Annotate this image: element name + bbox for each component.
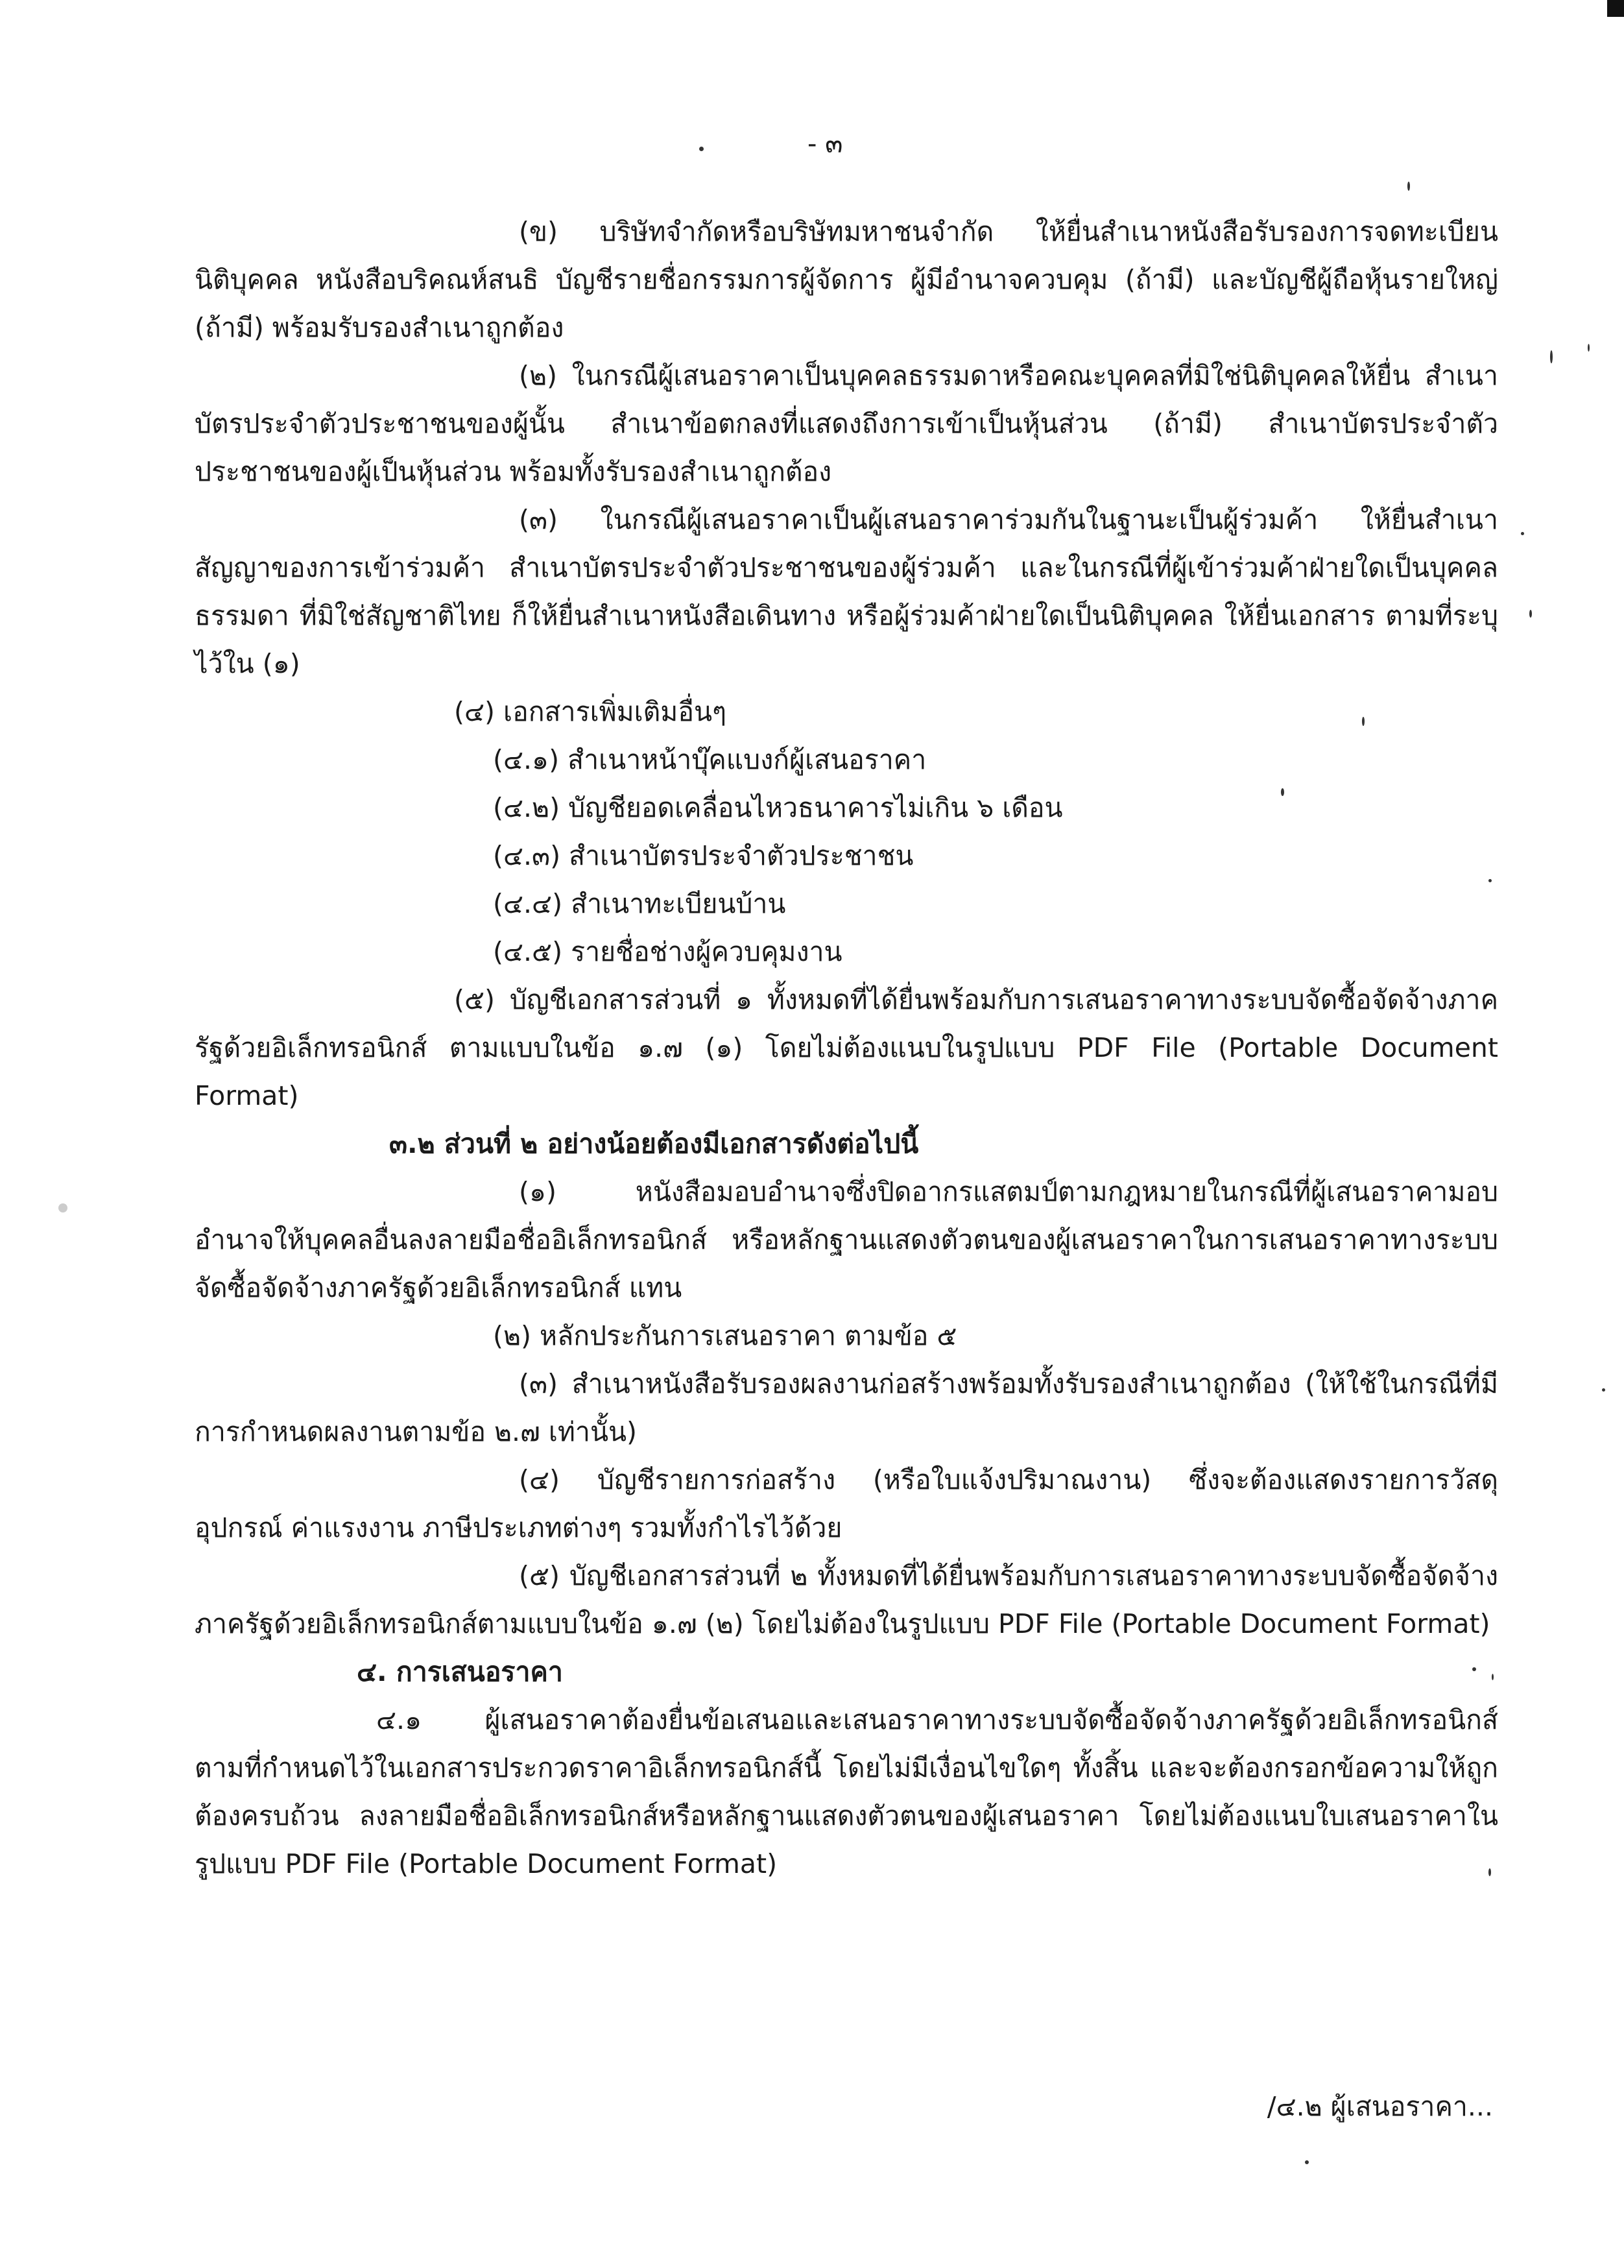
- scan-speck: [1529, 610, 1532, 618]
- scan-speck: [1588, 344, 1590, 352]
- paragraph-kho: (ข) บริษัทจำกัดหรือบริษัทมหาชนจำกัด ให้ยื่นสำเนาหนังสือรับรองการจดทะเบียนนิติบุคคล หนังสือบริคณห์สนธิ บัญชีรายชื่อกรรมการผู้จัดการ ผู้มีอำนาจควบคุม (ถ้ามี) และบัญชีผู้ถือหุ้นรายใหญ่ (ถ้ามี) พร้อมรับรองสำเนาถูกต้อง: [195, 216, 1498, 343]
- section-heading-3-2: ๓.๒ ส่วนที่ ๒ อย่างน้อยต้องมีเอกสารดังต่อไปนี้: [389, 1128, 919, 1159]
- document-body: [195, 208, 1498, 1888]
- paragraph-2: (๒) ในกรณีผู้เสนอราคาเป็นบุคคลธรรมดาหรือคณะบุคคลที่มิใช่นิติบุคคลให้ยื่น สำเนาบัตรประจำตัวประชาชนของผู้นั้น สำเนาข้อตกลงที่แสดงถึงการเข้าเป็นหุ้นส่วน (ถ้ามี) สำเนาบัตรประจำตัวประชาชนของผู้เป็นหุ้นส่วน พร้อมทั้งรับรองสำเนาถูกต้อง: [195, 360, 1498, 487]
- scan-speck: [1602, 1388, 1605, 1392]
- scan-edge-mark: [1607, 0, 1624, 17]
- scan-speck: [1407, 182, 1410, 191]
- section2-item-5: (๕) บัญชีเอกสารส่วนที่ ๒ ทั้งหมดที่ได้ยื่นพร้อมกับการเสนอราคาทางระบบจัดซื้อจัดจ้างภาครัฐด้วยอิเล็กทรอนิกส์ตามแบบในข้อ ๑.๗ (๒) โดยไม่ต้องในรูปแบบ PDF File (Portable Document Format): [195, 1560, 1498, 1639]
- scan-speck: [699, 147, 704, 151]
- scan-speck: [1305, 2160, 1309, 2164]
- scan-speck: [1492, 1674, 1494, 1680]
- section2-item-4: (๔) บัญชีรายการก่อสร้าง (หรือใบแจ้งปริมาณงาน) ซึ่งจะต้องแสดงรายการวัสดุอุปกรณ์ ค่าแรงงาน ภาษีประเภทต่างๆ รวมทั้งกำไรไว้ด้วย: [195, 1464, 1498, 1543]
- list-item-4-2: (๔.๒) บัญชียอดเคลื่อนไหวธนาคารไม่เกิน ๖ เดือน: [493, 792, 1063, 823]
- scan-speck: [1362, 717, 1365, 726]
- section-heading-4: ๔. การเสนอราคา: [357, 1656, 563, 1687]
- scan-speck: [1472, 1667, 1476, 1671]
- section2-item-2: (๒) หลักประกันการเสนอราคา ตามข้อ ๕: [493, 1320, 957, 1351]
- scan-speck: [1488, 1868, 1491, 1876]
- paragraph-5: (๕) บัญชีเอกสารส่วนที่ ๑ ทั้งหมดที่ได้ยื่นพร้อมกับการเสนอราคาทางระบบจัดซื้อจัดจ้างภาครัฐด้วยอิเล็กทรอนิกส์ ตามแบบในข้อ ๑.๗ (๑) โดยไม่ต้องแนบในรูปแบบ PDF File (Portable Document Format): [195, 984, 1498, 1111]
- section2-item-3: (๓) สำเนาหนังสือรับรองผลงานก่อสร้างพร้อมทั้งรับรองสำเนาถูกต้อง (ให้ใช้ในกรณีที่มีการกำหนดผลงานตามข้อ ๒.๗ เท่านั้น): [195, 1368, 1498, 1447]
- list-item-4-3: (๔.๓) สำเนาบัตรประจำตัวประชาชน: [493, 840, 914, 871]
- paragraph-3: (๓) ในกรณีผู้เสนอราคาเป็นผู้เสนอราคาร่วมกันในฐานะเป็นผู้ร่วมค้า ให้ยื่นสำเนาสัญญาของการเข้าร่วมค้า สำเนาบัตรประจำตัวประชาชนของผู้ร่วมค้า และในกรณีที่ผู้เข้าร่วมค้าฝ่ายใดเป็นบุคคลธรรมดา ที่มิใช่สัญชาติไทย ก็ให้ยื่นสำเนาหนังสือเดินทาง หรือผู้ร่วมค้าฝ่ายใดเป็นนิติบุคคล ให้ยื่นเอกสาร ตามที่ระบุไว้ใน (๑): [195, 504, 1498, 679]
- section2-item-1: (๑) หนังสือมอบอำนาจซึ่งปิดอากรแสตมป์ตามกฎหมายในกรณีที่ผู้เสนอราคามอบอำนาจให้บุคคลอื่นลงลายมือชื่ออิเล็กทรอนิกส์ หรือหลักฐานแสดงตัวตนของผู้เสนอราคาในการเสนอราคาทางระบบจัดซื้อจัดจ้างภาครัฐด้วยอิเล็กทรอนิกส์ แทน: [195, 1176, 1498, 1303]
- continuation-note: /๔.๒ ผู้เสนอราคา...: [1267, 2091, 1493, 2122]
- page-number: - ๓: [807, 129, 843, 159]
- scan-speck: [1488, 879, 1492, 882]
- list-item-4-1: (๔.๑) สำเนาหน้าบุ๊คแบงก์ผู้เสนอราคา: [493, 744, 927, 775]
- paragraph-4: (๔) เอกสารเพิ่มเติมอื่นๆ: [454, 696, 726, 727]
- list-item-4-5: (๔.๕) รายชื่อช่างผู้ควบคุมงาน: [493, 936, 842, 967]
- paragraph-4-1: ๔.๑ ผู้เสนอราคาต้องยื่นข้อเสนอและเสนอราคาทางระบบจัดซื้อจัดจ้างภาครัฐด้วยอิเล็กทรอนิกส์ ตามที่กำหนดไว้ในเอกสารประกวดราคาอิเล็กทรอนิกส์นี้ โดยไม่มีเงื่อนไขใดๆ ทั้งสิ้น และจะต้องกรอกข้อความให้ถูกต้องครบถ้วน ลงลายมือชื่ออิเล็กทรอนิกส์หรือหลักฐานแสดงตัวตนของผู้เสนอราคา โดยไม่ต้องแนบใบเสนอราคาในรูปแบบ PDF File (Portable Document Format): [195, 1704, 1498, 1879]
- scan-speck: [1281, 788, 1284, 796]
- scan-speck: [1521, 532, 1524, 535]
- list-item-4-4: (๔.๔) สำเนาทะเบียนบ้าน: [493, 888, 786, 919]
- scan-speck: [1550, 350, 1553, 363]
- scan-speck: [58, 1203, 67, 1212]
